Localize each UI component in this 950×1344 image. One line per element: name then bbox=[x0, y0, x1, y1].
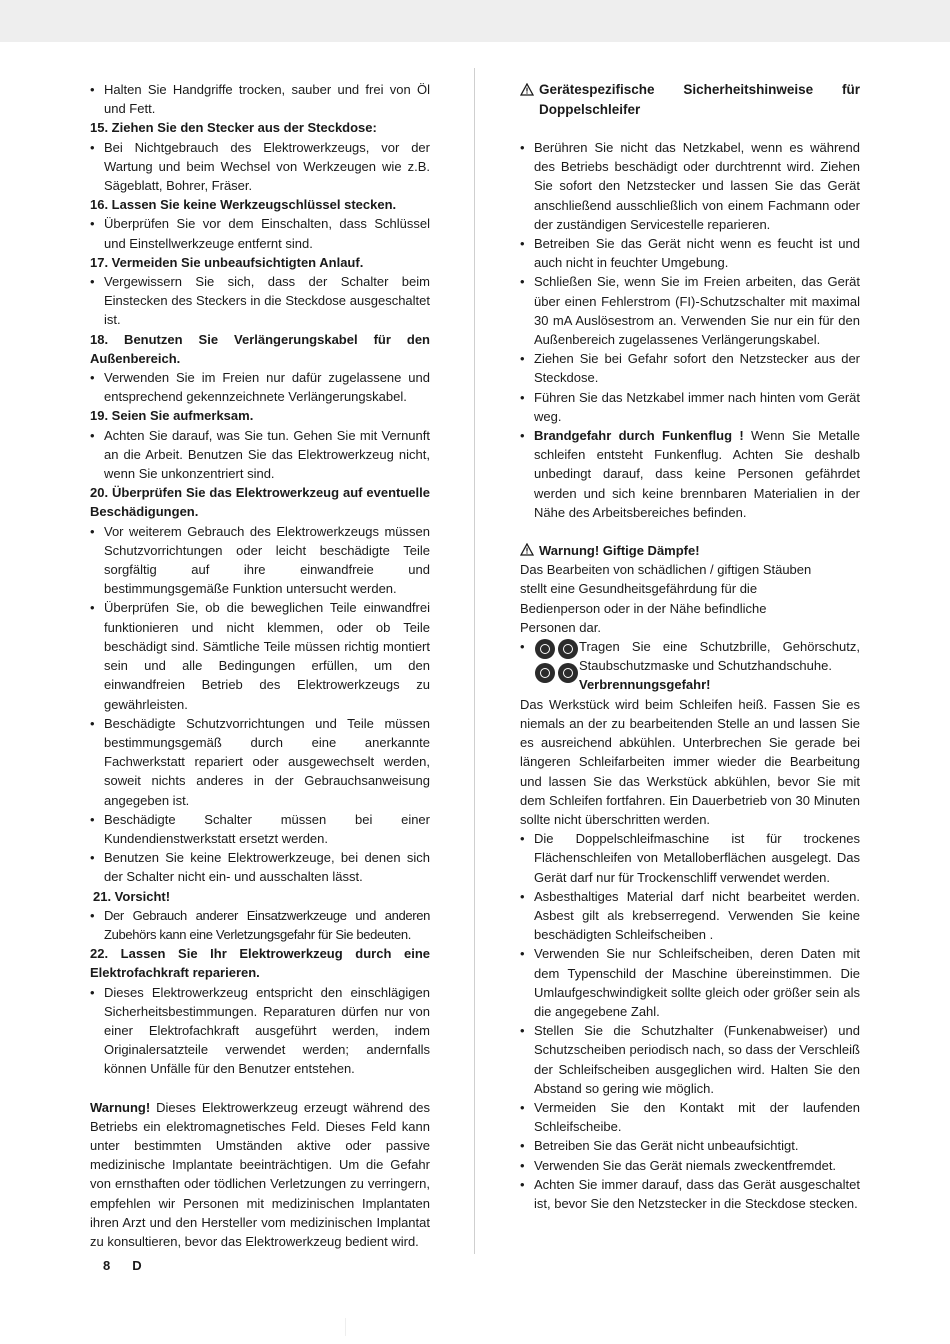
safety-goggles-icon bbox=[535, 639, 555, 659]
list-item-group bbox=[90, 138, 430, 196]
bullet: • bbox=[520, 639, 525, 655]
list-item: • Betreiben Sie das Gerät nicht unbeaufsichtigt. bbox=[520, 1136, 860, 1155]
spacer bbox=[520, 522, 860, 541]
list-item: • Verwenden Sie im Freien nur dafür zugelassene und entsprechend gekennzeichnete Verlängerungskabel. bbox=[90, 368, 430, 406]
list-item: • Halten Sie Handgriffe trocken, sauber und frei von Öl und Fett. bbox=[90, 80, 430, 118]
list-item: • Vermeiden Sie den Kontakt mit der laufenden Schleifscheibe. bbox=[520, 1098, 860, 1136]
section-heading-15: 15. Ziehen Sie den Stecker aus der Steckdose: bbox=[90, 120, 377, 136]
list-item: • Benutzen Sie keine Elektrowerkzeuge, bei denen sich der Schalter nicht ein- und ausschalten lässt. bbox=[90, 848, 430, 886]
list-item: • Ziehen Sie bei Gefahr sofort den Netzstecker aus der Steckdose. bbox=[520, 349, 860, 387]
column-divider bbox=[474, 68, 475, 1254]
warning-triangle-icon bbox=[520, 543, 534, 556]
list-item-group bbox=[90, 80, 430, 118]
list-item: • Asbesthaltiges Material darf nicht bearbeitet werden. Asbest gilt als krebserregend. Verwenden Sie keine beschädigten Schleifscheiben . bbox=[520, 887, 860, 945]
fire-hazard-label: Brandgefahr durch Funkenflug ! bbox=[534, 428, 744, 444]
section-heading-21: 21. Vorsicht! bbox=[93, 888, 171, 904]
list-item: • Berühren Sie nicht das Netzkabel, wenn es während des Betriebs beschädigt oder durchtrennt wird. Ziehen Sie sofort den Netzstecker und lassen Sie das Gerät anschließend ausschließlich von einem Fachmann oder der zuständigen Servicestelle reparieren. bbox=[520, 138, 860, 234]
crop-mark bbox=[345, 1318, 346, 1336]
left-column bbox=[90, 80, 430, 1251]
dust-mask-icon bbox=[535, 663, 555, 683]
burn-hazard-text: Das Werkstück wird beim Schleifen heiß. Fassen Sie es niemals an der zu bearbeitenden Stelle an und lassen Sie es ausreichend abkühlen. Unterbrechen Sie gerade bei längeren Schleifarbeiten immer wieder die Bearbeitung und lassen Sie das Werkstück abkühlen, bevor Sie mit dem Schleifen fortfahren. Ein Dauerbetrieb von 30 Minuten sollte nicht überschritten werden. bbox=[520, 696, 860, 827]
list-item: • Verwenden Sie nur Schleifscheiben, deren Daten mit dem Typenschild der Maschine übereinstimmen. Die Umlaufgeschwindigkeit sollte gleich oder größer sein als die angegebene Zahl. bbox=[520, 944, 860, 1021]
warning-text: Dieses Elektrowerkzeug erzeugt während des Betriebs ein elektromagnetisches Feld. Dieses Feld kann unter bestimmten Umständen aktive oder passive medizinische Implantate beeinträchtigen. Um die Gefahr von ernsthaften oder tödlichen Verletzungen zu verringern, empfehlen wir Personen mit medizinischen Implantaten ihren Arzt und den Hersteller vom medizinischen Implantat zu konsultieren, bevor das Elektrowerkzeug bedient wird. bbox=[90, 1099, 430, 1249]
list-item: • Überprüfen Sie vor dem Einschalten, dass Schlüssel und Einstellwerkzeuge entfernt sind. bbox=[90, 214, 430, 252]
list-item-group bbox=[90, 214, 430, 252]
fire-hazard-text: Wenn Sie Metalle schleifen entsteht Funkenflug. Achten Sie deshalb unbedingt darauf, dass keine Personen gefährdet werden und sich keine brennbaren Materialien in der Nähe des Arbeitsbereiches befinden. bbox=[534, 428, 860, 520]
toxic-fumes-text: Das Bearbeiten von schädlichen / giftigen Stäuben stellt eine Gesundheitsgefährdung für die Bedienperson oder in der Nähe befindliche Personen dar. bbox=[520, 562, 812, 635]
gloves-icon bbox=[558, 663, 578, 683]
list-item: • Vergewissern Sie sich, dass der Schalter beim Einstecken des Steckers in die Steckdose ausgeschaltet ist. bbox=[90, 272, 430, 330]
section-heading-19: 19. Seien Sie aufmerksam. bbox=[90, 408, 254, 424]
list-item-group bbox=[90, 983, 430, 1079]
spacer bbox=[90, 1079, 430, 1098]
list-item: • Betreiben Sie das Gerät nicht wenn es feucht ist und auch nicht in feuchter Umgebung. bbox=[520, 234, 860, 272]
list-item: • Stellen Sie die Schutzhalter (Funkenabweiser) und Schutzscheiben periodisch nach, so dass der Verschleiß der Schleifscheiben ausgeglichen wird. Halten Sie den Abstand so gering wie möglich. bbox=[520, 1021, 860, 1098]
list-item-group bbox=[90, 426, 430, 484]
language-code: D bbox=[132, 1258, 142, 1273]
warning-triangle-icon bbox=[520, 83, 534, 96]
list-item: • Beschädigte Schutzvorrichtungen und Teile müssen bestimmungsgemäß durch eine anerkannte Fachwerkstatt repariert oder ausgewechselt werden, soweit nichts anderes in der Gebrauchsanweisung angegeben ist. bbox=[90, 714, 430, 810]
list-item-group bbox=[90, 368, 430, 406]
toxic-fumes-title: Warnung! Giftige Dämpfe! bbox=[539, 543, 700, 559]
list-item-group bbox=[520, 138, 860, 522]
ppe-row bbox=[520, 637, 860, 695]
list-item-group bbox=[90, 272, 430, 330]
list-item: • Die Doppelschleifmaschine ist für trockenes Flächenschleifen von Metalloberflächen ausgelegt. Das Gerät darf nur für Trockenschliff verwendet werden. bbox=[520, 829, 860, 887]
list-item: • Schließen Sie, wenn Sie im Freien arbeiten, das Gerät über einen Fehlerstrom (FI)-Schutzschalter mit maximal 30 mA Auslösestrom an. Verwenden Sie nur ein für den Außenbereich zugelassenes Verlängerungskabel. bbox=[520, 272, 860, 349]
list-item: • Dieses Elektrowerkzeug entspricht den einschlägigen Sicherheitsbestimmungen. Reparaturen dürfen nur von einer Elektrofachkraft ausgeführt werden, indem Originalersatzteile verwendet werden; andernfalls können Unfälle für den Benutzer entstehen. bbox=[90, 983, 430, 1079]
list-item: • Führen Sie das Netzkabel immer nach hinten vom Gerät weg. bbox=[520, 388, 860, 426]
list-item-group bbox=[90, 522, 430, 887]
ppe-text: Tragen Sie eine Schutzbrille, Gehörschutz, Staubschutzmaske und Schutzhandschuhe. bbox=[579, 639, 860, 674]
ear-protection-icon bbox=[558, 639, 578, 659]
list-item: • Achten Sie darauf, was Sie tun. Gehen Sie mit Vernunft an die Arbeit. Benutzen Sie das Elektrowerkzeug nicht, wenn Sie unkonzentriert sind. bbox=[90, 426, 430, 484]
section-heading-22: 22. Lassen Sie Ihr Elektrowerkzeug durch eine Elektrofachkraft reparieren. bbox=[90, 946, 430, 981]
list-item: • Vor weiterem Gebrauch des Elektrowerkzeugs müssen Schutzvorrichtungen oder leicht beschädigte Teile sorgfältig auf ihre einwandfreie und bestimmungsgemäße Funktion untersucht werden. bbox=[90, 522, 430, 599]
list-item: • Verwenden Sie das Gerät niemals zweckentfremdet. bbox=[520, 1156, 860, 1175]
section-title bbox=[520, 80, 860, 119]
burn-hazard-heading: Verbrennungsgefahr! bbox=[579, 677, 711, 693]
emf-warning-paragraph bbox=[90, 1098, 430, 1252]
page-footer bbox=[103, 1258, 164, 1273]
toxic-fumes-heading bbox=[520, 541, 860, 560]
list-item: • Überprüfen Sie, ob die beweglichen Teile einwandfrei funktionieren und nicht klemmen, oder ob Teile beschädigt sind. Sämtliche Teile müssen richtig montiert sein und alle Bedingungen erfüllen, um den einwandfreien Betrieb des Elektrowerkzeugs zu gewährleisten. bbox=[90, 598, 430, 713]
section-title-text: Gerätespezifische Sicherheitshinweise für Doppelschleifer bbox=[539, 82, 860, 117]
list-item: • Bei Nichtgebrauch des Elektrowerkzeugs, vor der Wartung und beim Wechsel von Werkzeugen wie z.B. Sägeblatt, Bohrer, Fräser. bbox=[90, 138, 430, 196]
list-item: • Beschädigte Schalter müssen bei einer Kundendienstwerkstatt ersetzt werden. bbox=[90, 810, 430, 848]
section-heading-16: 16. Lassen Sie keine Werkzeugschlüssel stecken. bbox=[90, 197, 397, 213]
right-column bbox=[520, 80, 860, 1213]
section-heading-20: 20. Überprüfen Sie das Elektrowerkzeug auf eventuelle Beschädigungen. bbox=[90, 485, 430, 520]
top-bar bbox=[0, 0, 950, 42]
list-item: • Der Gebrauch anderer Einsatzwerkzeuge und anderen Zubehörs kann eine Verletzungsgefahr für Sie bedeuten. bbox=[90, 906, 430, 944]
list-item bbox=[520, 426, 860, 522]
warning-label: Warnung! bbox=[90, 1099, 151, 1115]
section-heading-18: 18. Benutzen Sie Verlängerungskabel für den Außenbereich. bbox=[90, 331, 430, 366]
list-item-group bbox=[520, 829, 860, 1213]
spacer bbox=[520, 119, 860, 138]
list-item: • Achten Sie immer darauf, dass das Gerät ausgeschaltet ist, bevor Sie den Netzstecker in die Steckdose stecken. bbox=[520, 1175, 860, 1213]
page-number: 8 bbox=[103, 1258, 111, 1273]
list-item-group bbox=[90, 906, 430, 944]
section-heading-17: 17. Vermeiden Sie unbeaufsichtigten Anlauf. bbox=[90, 254, 364, 270]
ppe-icons bbox=[535, 639, 579, 683]
